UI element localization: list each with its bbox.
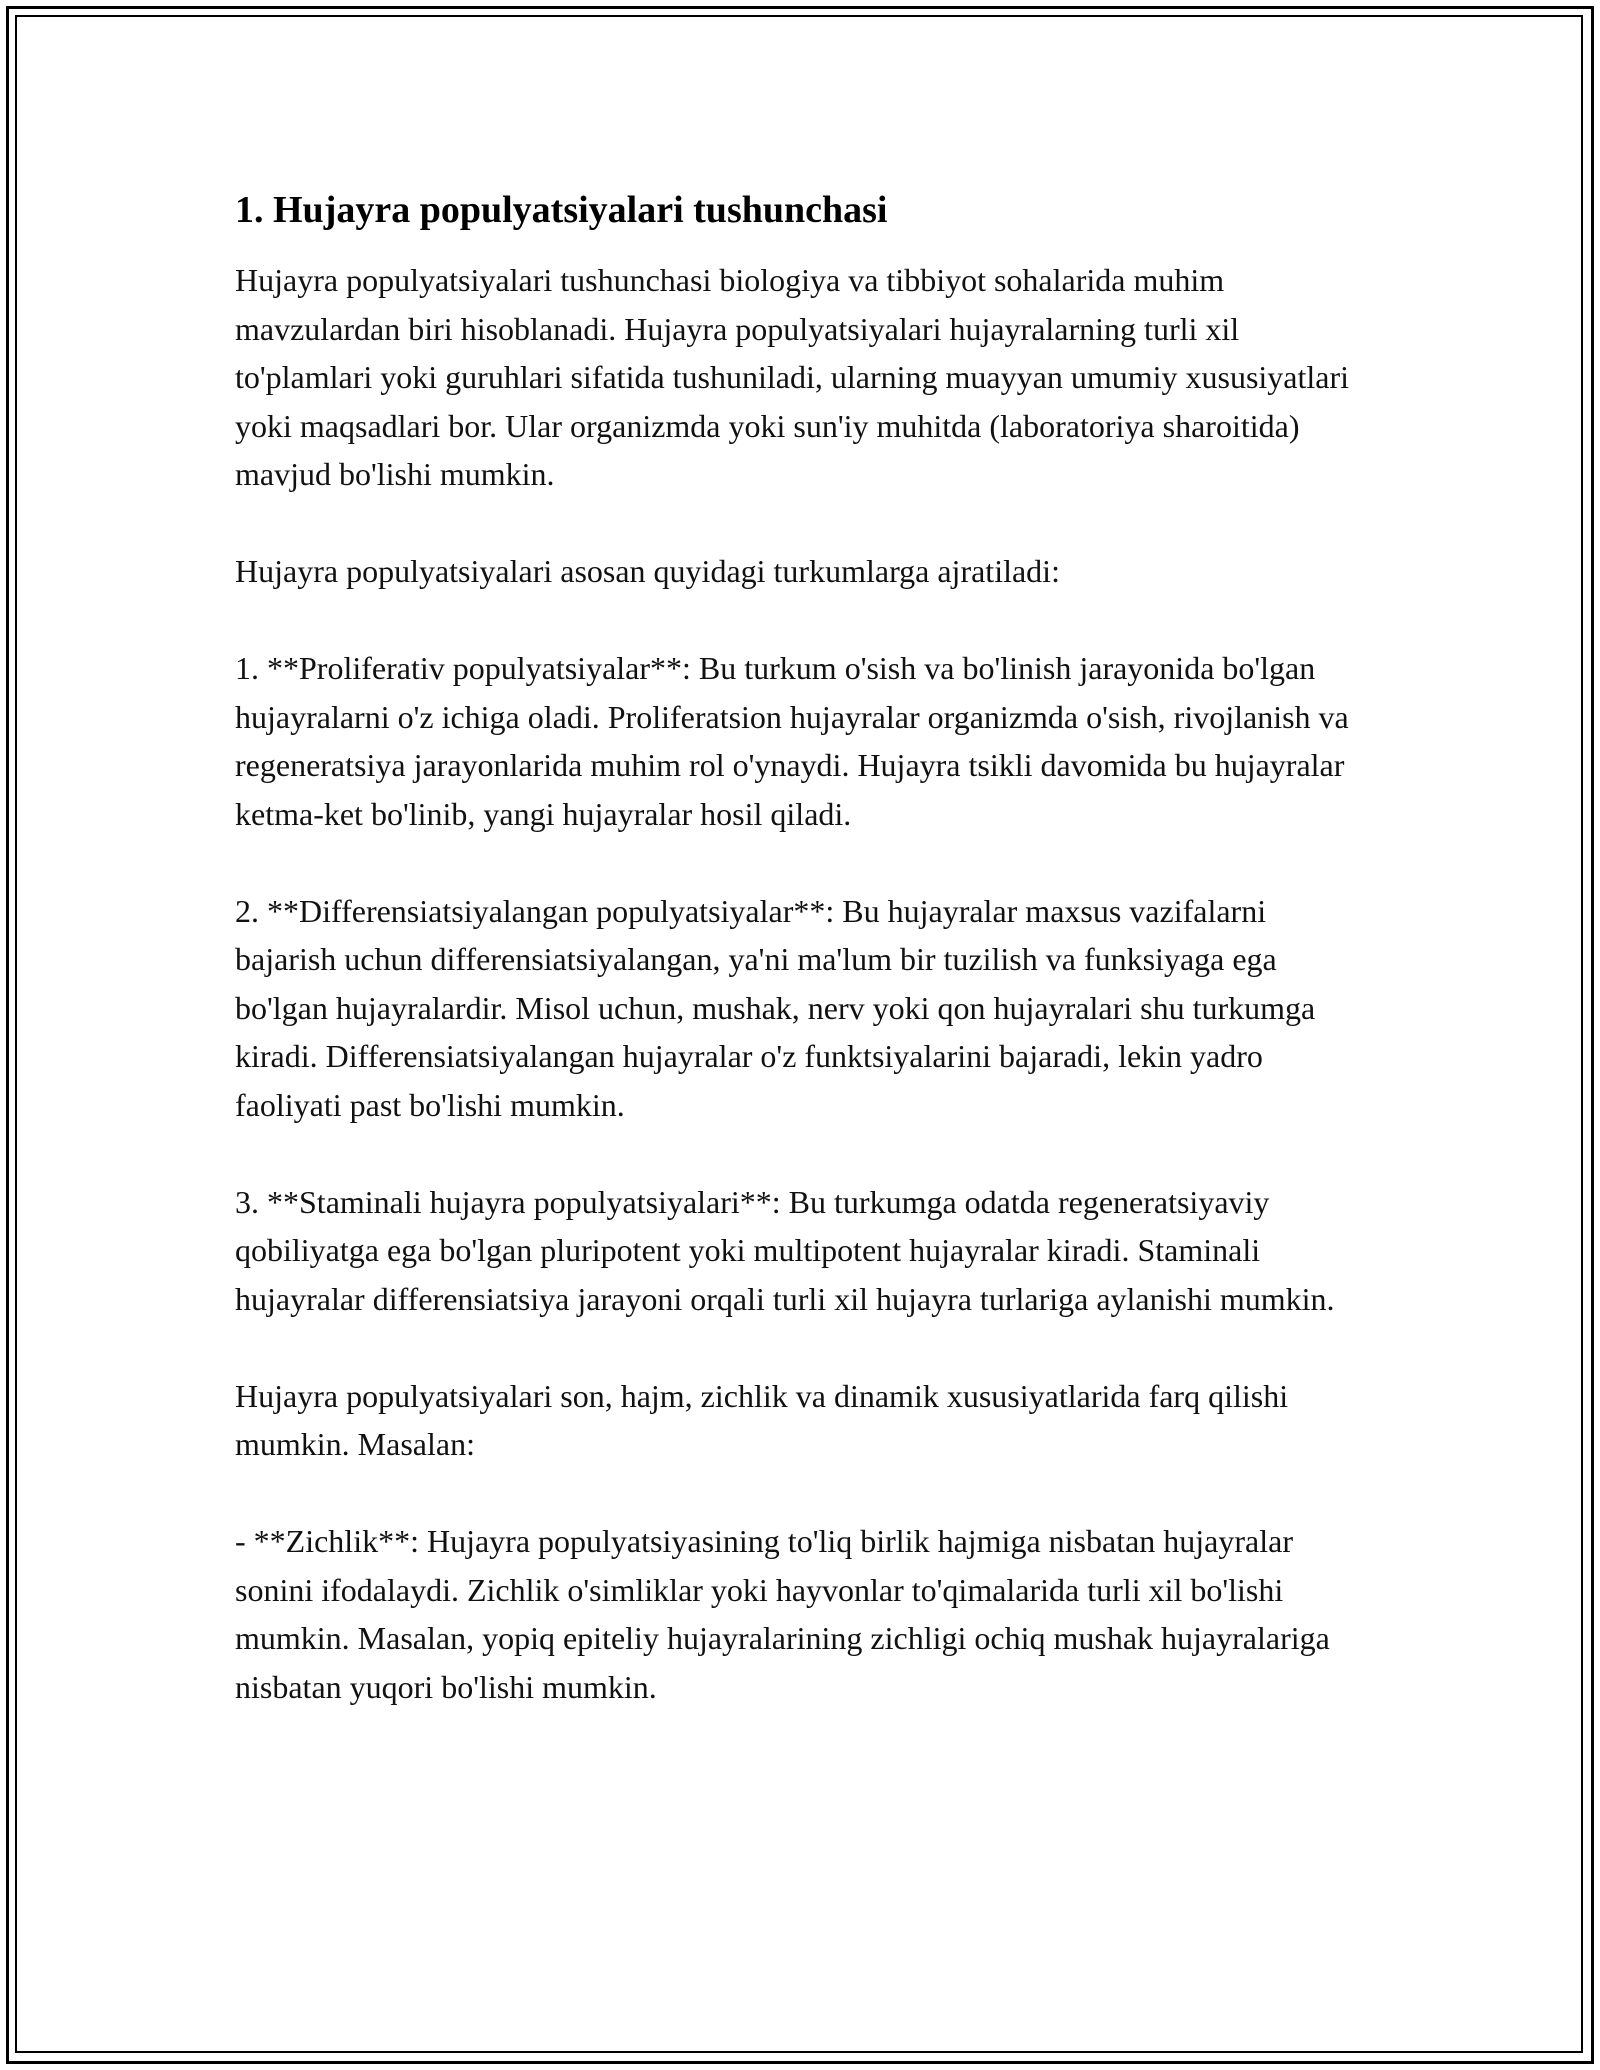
document-body [235,186,1375,1760]
properties-intro-paragraph: Hujayra populyatsiyalari son, hajm, zichlik va dinamik xususiyatlarida farq qilishi mumkin. Masalan: [235,1377,1289,1462]
intro-paragraph: Hujayra populyatsiyalari tushunchasi biologiya va tibbiyot sohalarida muhim mavzulardan biri hisoblanadi. Hujayra populyatsiyalari hujayralarning turli xil to'plamlari yoki guruhlari sifatida tushuniladi, ularning muayyan umumiy xususiyatlari yoki maqsadlari bor. Ular organizmda yoki sun'iy muhitda (laboratoriya sharoitida) mavjud bo'lishi mumkin. [235,262,1350,492]
categories-intro-paragraph: Hujayra populyatsiyalari asosan quyidagi turkumlarga ajratiladi: [235,553,1060,589]
list-item-density: - **Zichlik**: Hujayra populyatsiyasining to'liq birlik hajmiga nisbatan hujayralar sonini ifodalaydi. Zichlik o'simliklar yoki hayvonlar to'qimalarida turli xil bo'lishi mumkin. Masalan, yopiq epiteliy hujayralarining zichligi ochiq mushak hujayralariga nisbatan yuqori bo'lishi mumkin. [235,1523,1330,1705]
list-item-differentiated: 2. **Differensiatsiyalangan populyatsiyalar**: Bu hujayralar maxsus vazifalarni bajarish uchun differensiatsiyalangan, ya'ni ma'lum bir tuzilish va funksiyaga ega bo'lgan hujayralardir. Misol uchun, mushak, nerv yoki qon hujayralari shu turkumga kiradi. Differensiatsiyalangan hujayralar o'z funktsiyalarini bajaradi, lekin yadro faoliyati past bo'lishi mumkin. [235,892,1316,1123]
list-item-proliferative: 1. **Proliferativ populyatsiyalar**: Bu turkum o'sish va bo'linish jarayonida bo'lgan hujayralarni o'z ichiga oladi. Proliferatsion hujayralar organizmda o'sish, rivojlanish va regeneratsiya jarayonlarida muhim rol o'ynaydi. Hujayra tsikli davomida bu hujayralar ketma-ket bo'linib, yangi hujayralar hosil qiladi. [235,650,1349,832]
list-item-stem-cells: 3. **Staminali hujayra populyatsiyalari**: Bu turkumga odatda regeneratsiyaviy qobiliyatga ega bo'lgan pluripotent yoki multipotent hujayralar kiradi. Staminali hujayralar differensiatsiya jarayoni orqali turli xil hujayra turlariga aylanishi mumkin. [235,1183,1335,1317]
section-heading: 1. Hujayra populyatsiyalari tushunchasi [235,189,888,231]
